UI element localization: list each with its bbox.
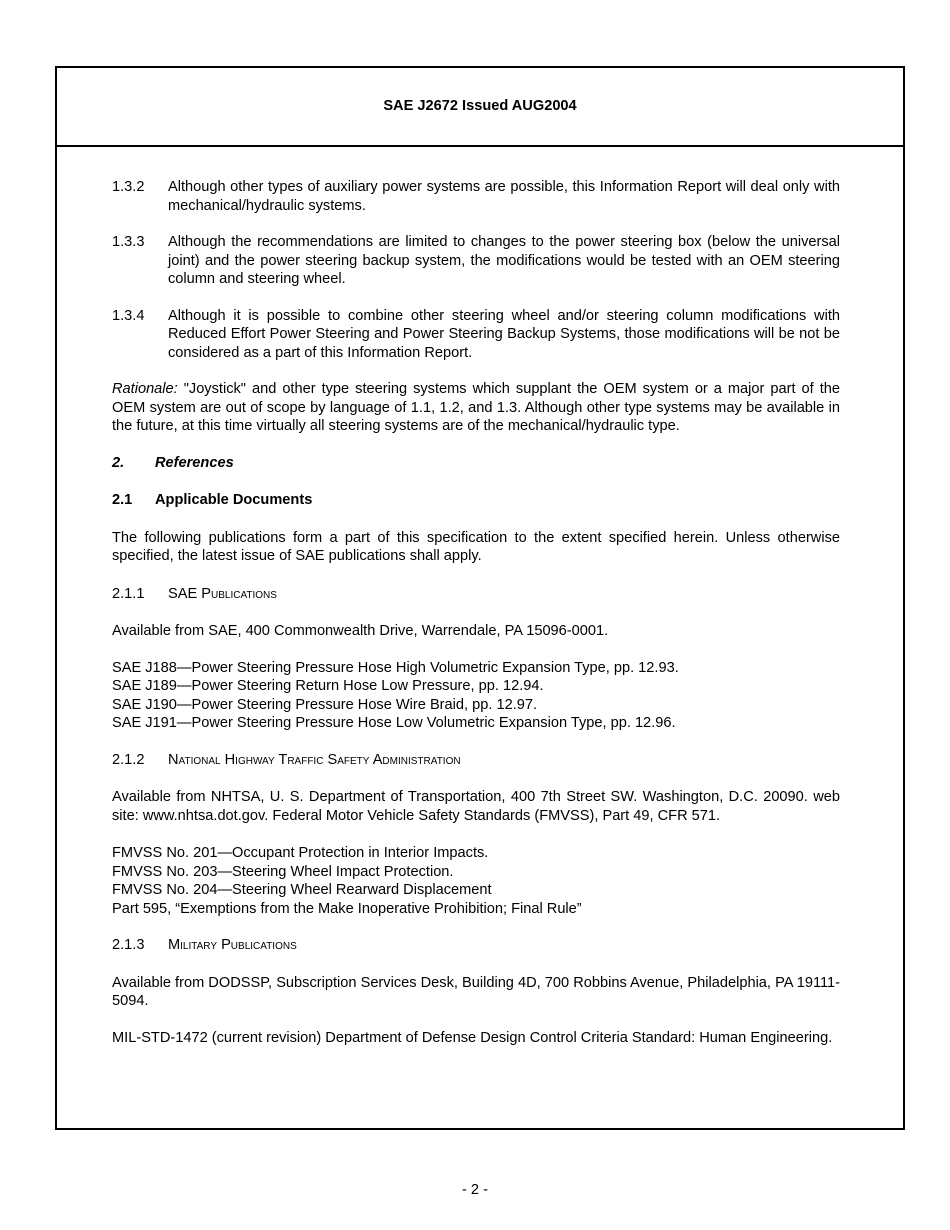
reference-item: FMVSS No. 204—Steering Wheel Rearward Displacement [112, 882, 492, 898]
reference-item: SAE J188—Power Steering Pressure Hose High Volumetric Expansion Type, pp. 12.93. [112, 659, 679, 676]
section-number: 2.1 [112, 492, 133, 508]
section-title: Military Publications [168, 937, 297, 953]
section-number: 2. [112, 454, 125, 471]
sae-reference-list [112, 659, 840, 733]
section-2-1-text: The following publications form a part of this specification to the extent specified herein. Unless otherwise specified, the latest issue of SAE publications shall apply. [112, 529, 840, 564]
fmvss-reference-list [112, 844, 840, 918]
paragraph-number: 1.3.3 [112, 234, 145, 250]
section-title: National Highway Traffic Safety Administration [168, 751, 461, 768]
rationale-label: Rationale: [112, 381, 178, 397]
reference-item: SAE J189—Power Steering Return Hose Low Pressure, pp. 12.94. [112, 678, 544, 694]
reference-item: Part 595, “Exemptions from the Make Inoperative Prohibition; Final Rule” [112, 900, 582, 917]
section-2-heading [112, 454, 840, 473]
rationale-paragraph [112, 380, 840, 436]
mil-std-reference: MIL-STD-1472 (current revision) Department of Defense Design Control Criteria Standard: Human Engineering. [112, 1029, 833, 1046]
page-number: - 2 - [462, 1182, 488, 1198]
section-title: SAE Publications [168, 585, 277, 602]
reference-item: SAE J191—Power Steering Pressure Hose Low Volumetric Expansion Type, pp. 12.96. [112, 715, 676, 731]
rationale-text: "Joystick" and other type steering systems which supplant the OEM system or a major part of the OEM system are out of scope by language of 1.1, 1.2, and 1.3. Although other type systems may be available in the future, at this time virtually all steering systems are of the mechanical/hydraulic type. [112, 381, 840, 434]
section-2-1-2-heading [112, 751, 840, 770]
document-title: SAE J2672 Issued AUG2004 [383, 98, 577, 115]
section-2-1-3-heading [112, 936, 840, 955]
reference-item: SAE J190—Power Steering Pressure Hose Wire Braid, pp. 12.97. [112, 696, 538, 713]
section-2-1-1-heading [112, 585, 840, 604]
section-number: 2.1.3 [112, 937, 145, 953]
section-title: Applicable Documents [155, 492, 313, 508]
dodssp-availability: Available from DODSSP, Subscription Services Desk, Building 4D, 700 Robbins Avenue, Philadelphia, PA 19111-5094. [112, 974, 840, 1009]
paragraph-number: 1.3.2 [112, 179, 145, 195]
section-number: 2.1.1 [112, 585, 145, 602]
document-body [112, 178, 840, 1047]
section-2-1-heading [112, 491, 840, 510]
sae-availability: Available from SAE, 400 Commonwealth Drive, Warrendale, PA 15096-0001. [112, 623, 609, 639]
paragraph-number: 1.3.4 [112, 307, 145, 324]
reference-item: FMVSS No. 201—Occupant Protection in Interior Impacts. [112, 845, 489, 861]
paragraph-1-3-3 [112, 233, 840, 289]
paragraph-text: Although it is possible to combine other steering wheel and/or steering column modifications with Reduced Effort Power Steering and Power Steering Backup Systems, those modifications will be not be considered as a part of this Information Report. [168, 307, 840, 361]
section-number: 2.1.2 [112, 751, 145, 768]
reference-item: FMVSS No. 203—Steering Wheel Impact Protection. [112, 863, 454, 880]
paragraph-1-3-4 [112, 307, 840, 363]
page-frame [55, 66, 905, 1130]
paragraph-text: Although other types of auxiliary power systems are possible, this Information Report will deal only with mechanical/hydraulic systems. [168, 179, 840, 214]
paragraph-text: Although the recommendations are limited to changes to the power steering box (below the universal joint) and the power steering backup system, the modifications would be tested with an OEM steering column and steering wheel. [168, 234, 840, 287]
nhtsa-availability: Available from NHTSA, U. S. Department of Transportation, 400 7th Street SW. Washington, D.C. 20090. web site: www.nhtsa.dot.gov. Federal Motor Vehicle Safety Standards (FMVSS), Part 49, CFR 571. [112, 789, 840, 824]
section-title: References [155, 454, 234, 471]
document-header [57, 68, 903, 147]
paragraph-1-3-2 [112, 178, 840, 215]
